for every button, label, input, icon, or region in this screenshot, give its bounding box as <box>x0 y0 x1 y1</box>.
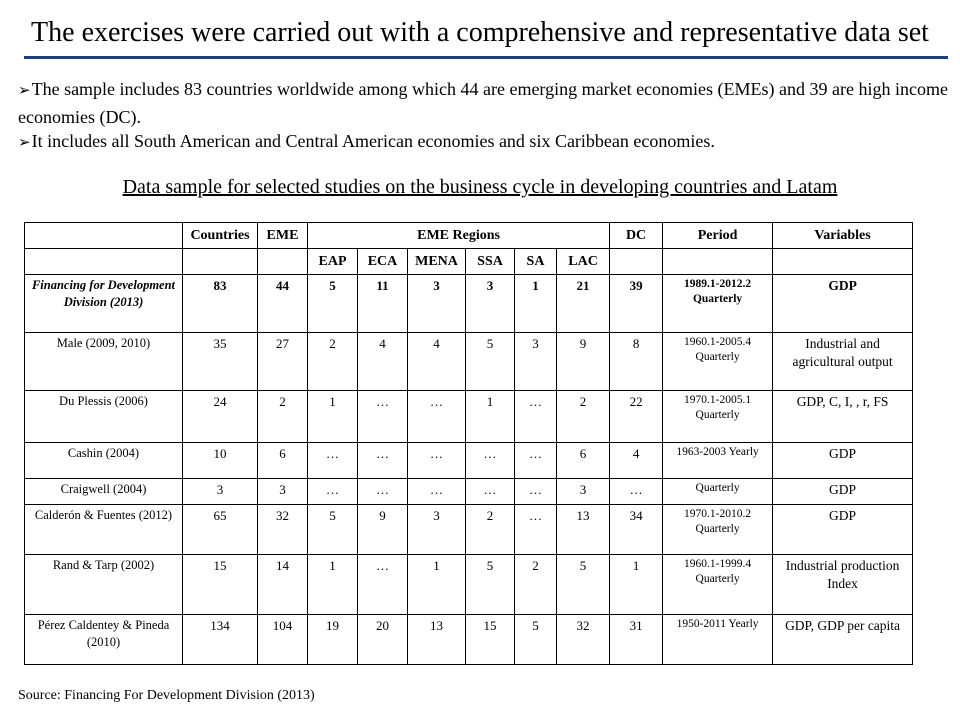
value-cell: 5 <box>557 555 610 615</box>
value-cell: 22 <box>610 391 663 443</box>
value-cell: 32 <box>557 615 610 665</box>
study-name-cell: Pérez Caldentey & Pineda (2010) <box>25 615 183 665</box>
value-cell: … <box>308 479 358 505</box>
header-cell: EME <box>258 223 308 249</box>
value-cell: 1 <box>308 391 358 443</box>
variables-cell: GDP <box>773 443 913 479</box>
bullet-text: It includes all South American and Central American economies and six Caribbean economies. <box>31 131 715 151</box>
value-cell: … <box>610 479 663 505</box>
value-cell: 21 <box>557 275 610 333</box>
table-row <box>25 555 913 615</box>
header-cell: EME Regions <box>308 223 610 249</box>
subheader-cell: SA <box>515 249 557 275</box>
header-cell <box>258 249 308 275</box>
value-cell: 3 <box>466 275 515 333</box>
variables-cell: GDP <box>773 505 913 555</box>
subheader-cell: SSA <box>466 249 515 275</box>
table-row <box>25 479 913 505</box>
table-row <box>25 391 913 443</box>
value-cell: … <box>466 443 515 479</box>
table-row <box>25 333 913 391</box>
value-cell: 2 <box>515 555 557 615</box>
variables-cell: GDP <box>773 479 913 505</box>
value-cell: 9 <box>358 505 408 555</box>
value-cell: 14 <box>258 555 308 615</box>
source-note: Source: Financing For Development Division (2013) <box>18 688 315 703</box>
study-name-cell: Craigwell (2004) <box>25 479 183 505</box>
header-cell: DC <box>610 223 663 249</box>
value-cell: 10 <box>183 443 258 479</box>
table-row <box>25 275 913 333</box>
value-cell: 13 <box>408 615 466 665</box>
subheader-cell: EAP <box>308 249 358 275</box>
value-cell: 39 <box>610 275 663 333</box>
header-cell <box>773 249 913 275</box>
value-cell: 3 <box>258 479 308 505</box>
bullet-text: The sample includes 83 countries worldwide among which 44 are emerging market economies (EMEs) and 39 are high income economies (DC). <box>18 79 948 127</box>
value-cell: 1 <box>308 555 358 615</box>
value-cell: 2 <box>466 505 515 555</box>
value-cell: 27 <box>258 333 308 391</box>
study-name-cell: Rand & Tarp (2002) <box>25 555 183 615</box>
value-cell: 5 <box>308 505 358 555</box>
value-cell: … <box>408 479 466 505</box>
value-cell: 5 <box>466 555 515 615</box>
value-cell: 15 <box>466 615 515 665</box>
value-cell: 9 <box>557 333 610 391</box>
table-caption: Data sample for selected studies on the business cycle in developing countries and Latam <box>122 176 838 198</box>
variables-cell: GDP, GDP per capita <box>773 615 913 665</box>
value-cell: 1 <box>408 555 466 615</box>
title-divider <box>24 56 948 59</box>
value-cell: 11 <box>358 275 408 333</box>
header-cell: Countries <box>183 223 258 249</box>
period-cell: 1963-2003 Yearly <box>663 443 773 479</box>
value-cell: 5 <box>308 275 358 333</box>
table-row <box>25 615 913 665</box>
value-cell: … <box>308 443 358 479</box>
variables-cell: GDP, C, I, , r, FS <box>773 391 913 443</box>
table-row <box>25 505 913 555</box>
value-cell: 2 <box>308 333 358 391</box>
arrow-bullet-icon: ➢ <box>18 83 31 99</box>
value-cell: 20 <box>358 615 408 665</box>
period-cell: 1989.1-2012.2 Quarterly <box>663 275 773 333</box>
value-cell: 4 <box>408 333 466 391</box>
period-cell: 1960.1-1999.4 Quarterly <box>663 555 773 615</box>
header-cell <box>610 249 663 275</box>
period-cell: Quarterly <box>663 479 773 505</box>
value-cell: 83 <box>183 275 258 333</box>
value-cell: 1 <box>515 275 557 333</box>
value-cell: 2 <box>258 391 308 443</box>
period-cell: 1970.1-2010.2 Quarterly <box>663 505 773 555</box>
value-cell: … <box>358 443 408 479</box>
value-cell: 3 <box>183 479 258 505</box>
value-cell: 8 <box>610 333 663 391</box>
value-cell: … <box>466 479 515 505</box>
value-cell: 4 <box>358 333 408 391</box>
study-name-cell: Du Plessis (2006) <box>25 391 183 443</box>
value-cell: 5 <box>466 333 515 391</box>
value-cell: 6 <box>258 443 308 479</box>
value-cell: 1 <box>610 555 663 615</box>
value-cell: 32 <box>258 505 308 555</box>
value-cell: 4 <box>610 443 663 479</box>
data-table <box>24 222 913 665</box>
value-cell: 134 <box>183 615 258 665</box>
period-cell: 1950-2011 Yearly <box>663 615 773 665</box>
value-cell: 44 <box>258 275 308 333</box>
value-cell: … <box>408 391 466 443</box>
value-cell: 5 <box>515 615 557 665</box>
subheader-cell: LAC <box>557 249 610 275</box>
value-cell: 65 <box>183 505 258 555</box>
header-cell <box>25 223 183 249</box>
value-cell: 35 <box>183 333 258 391</box>
variables-cell: GDP <box>773 275 913 333</box>
study-name-cell: Financing for Development Division (2013) <box>25 275 183 333</box>
subheader-cell: ECA <box>358 249 408 275</box>
variables-cell: Industrial production Index <box>773 555 913 615</box>
value-cell: 3 <box>408 275 466 333</box>
value-cell: 19 <box>308 615 358 665</box>
value-cell: … <box>358 391 408 443</box>
value-cell: 24 <box>183 391 258 443</box>
variables-cell: Industrial and agricultural output <box>773 333 913 391</box>
value-cell: 3 <box>557 479 610 505</box>
value-cell: 6 <box>557 443 610 479</box>
table-subheader-row <box>25 249 913 275</box>
table-row <box>25 443 913 479</box>
study-name-cell: Calderón & Fuentes (2012) <box>25 505 183 555</box>
period-cell: 1970.1-2005.1 Quarterly <box>663 391 773 443</box>
study-name-cell: Male (2009, 2010) <box>25 333 183 391</box>
subheader-cell: MENA <box>408 249 466 275</box>
header-cell <box>25 249 183 275</box>
period-cell: 1960.1-2005.4 Quarterly <box>663 333 773 391</box>
value-cell: 1 <box>466 391 515 443</box>
value-cell: … <box>408 443 466 479</box>
value-cell: … <box>515 443 557 479</box>
value-cell: 13 <box>557 505 610 555</box>
arrow-bullet-icon: ➢ <box>18 135 31 151</box>
value-cell: … <box>515 479 557 505</box>
header-cell: Variables <box>773 223 913 249</box>
header-cell <box>183 249 258 275</box>
value-cell: 104 <box>258 615 308 665</box>
slide-title: The exercises were carried out with a comprehensive and representative data set <box>31 17 929 48</box>
header-cell: Period <box>663 223 773 249</box>
header-cell <box>663 249 773 275</box>
value-cell: … <box>515 391 557 443</box>
value-cell: 2 <box>557 391 610 443</box>
value-cell: 3 <box>408 505 466 555</box>
value-cell: … <box>515 505 557 555</box>
bullet-item <box>18 128 948 156</box>
value-cell: 34 <box>610 505 663 555</box>
value-cell: 31 <box>610 615 663 665</box>
value-cell: 3 <box>515 333 557 391</box>
value-cell: … <box>358 555 408 615</box>
value-cell: … <box>358 479 408 505</box>
table-header-row <box>25 223 913 249</box>
study-name-cell: Cashin (2004) <box>25 443 183 479</box>
bullet-item <box>18 76 948 130</box>
value-cell: 15 <box>183 555 258 615</box>
